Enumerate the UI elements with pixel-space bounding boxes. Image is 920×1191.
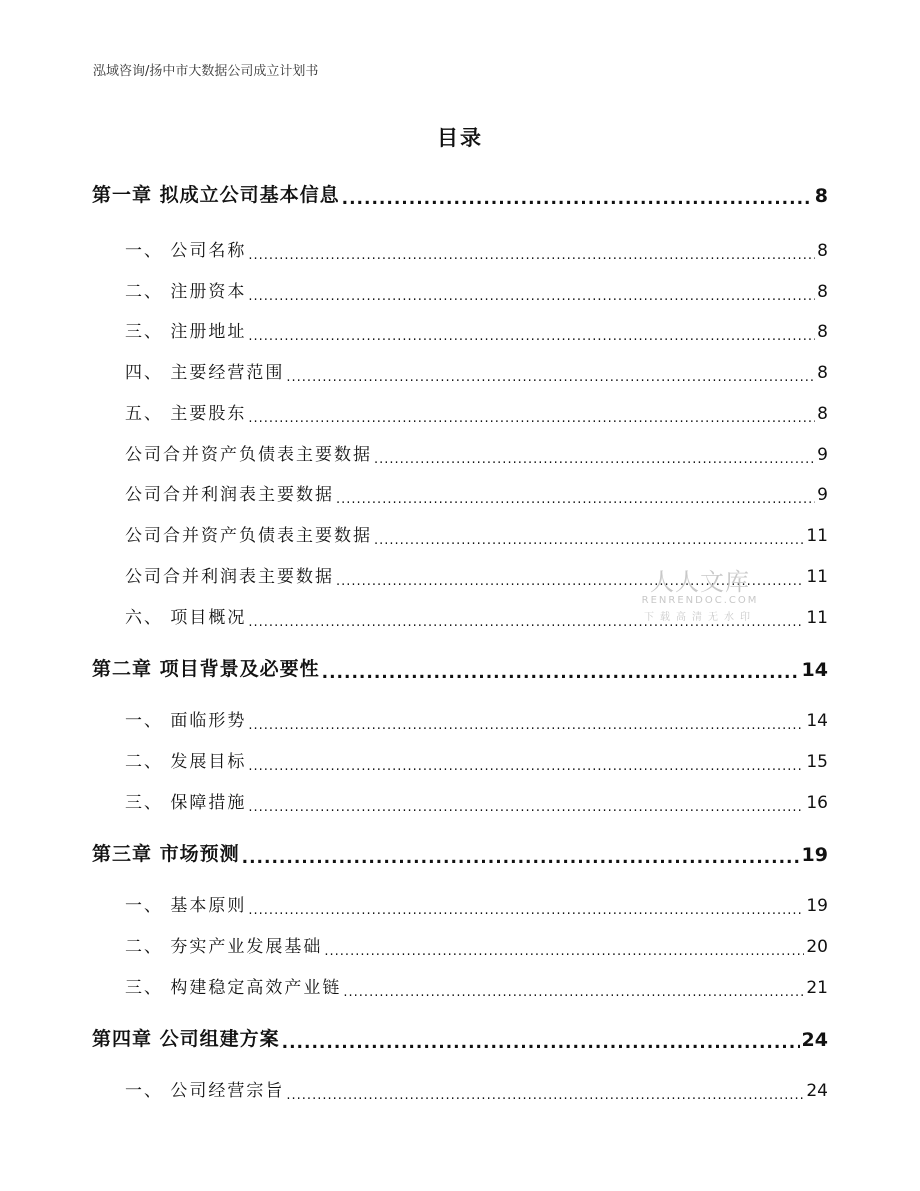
toc-entry-title: 一、 公司名称 bbox=[125, 241, 247, 261]
toc-page-number: 8 bbox=[817, 363, 828, 383]
toc-section[interactable] bbox=[125, 891, 828, 916]
toc-page-number: 19 bbox=[801, 844, 828, 866]
toc-chapter[interactable] bbox=[92, 180, 828, 207]
dot-leader bbox=[248, 244, 815, 261]
toc-page-number: 15 bbox=[806, 752, 828, 772]
dot-leader bbox=[343, 981, 804, 998]
toc-section[interactable] bbox=[125, 973, 828, 998]
page-title: 目录 bbox=[437, 126, 483, 150]
dot-leader bbox=[248, 407, 815, 424]
dot-leader bbox=[248, 796, 804, 813]
dot-leader bbox=[374, 529, 804, 546]
dot-leader bbox=[322, 662, 800, 681]
toc-page-number: 21 bbox=[806, 978, 828, 998]
toc-page-number: 24 bbox=[806, 1081, 828, 1101]
dot-leader bbox=[248, 325, 815, 342]
toc-entry-title: 三、 构建稳定高效产业链 bbox=[125, 978, 342, 998]
toc-page-number: 8 bbox=[814, 185, 828, 207]
toc-entry-title: 六、 项目概况 bbox=[125, 608, 247, 628]
toc-entry-title: 一、 基本原则 bbox=[125, 896, 247, 916]
toc-section[interactable] bbox=[125, 1076, 828, 1101]
toc-entry-title: 一、 公司经营宗旨 bbox=[125, 1081, 285, 1101]
toc-section[interactable] bbox=[125, 440, 828, 465]
dot-leader bbox=[324, 940, 804, 957]
dot-leader bbox=[248, 285, 815, 302]
watermark-logo-text: 人人文库 bbox=[650, 568, 750, 596]
toc-entry-title: 第一章 拟成立公司基本信息 bbox=[92, 184, 340, 206]
toc-page-number: 14 bbox=[801, 659, 828, 681]
toc-section[interactable] bbox=[125, 788, 828, 813]
dot-leader bbox=[282, 1032, 800, 1051]
toc-page-number: 11 bbox=[806, 567, 828, 587]
watermark bbox=[620, 562, 780, 623]
toc-page-number: 20 bbox=[806, 937, 828, 957]
toc-section[interactable] bbox=[125, 358, 828, 383]
toc-section[interactable] bbox=[125, 480, 828, 505]
toc-entry-title: 三、 保障措施 bbox=[125, 793, 247, 813]
watermark-site: RENRENDOC.COM bbox=[641, 595, 759, 606]
toc-chapter[interactable] bbox=[92, 1024, 828, 1051]
toc-entry-title: 二、 注册资本 bbox=[125, 282, 247, 302]
watermark-slogan: 下载高清无水印 bbox=[644, 612, 756, 623]
toc-entry-title: 公司合并利润表主要数据 bbox=[125, 567, 334, 587]
dot-leader bbox=[248, 714, 804, 731]
toc-entry-title: 公司合并资产负债表主要数据 bbox=[125, 526, 372, 546]
toc-entry-title: 五、 主要股东 bbox=[125, 404, 247, 424]
toc-section[interactable] bbox=[125, 317, 828, 342]
toc-page-number: 8 bbox=[817, 241, 828, 261]
toc-entry-title: 第四章 公司组建方案 bbox=[92, 1028, 280, 1050]
toc-entry-title: 第二章 项目背景及必要性 bbox=[92, 658, 320, 680]
toc-section[interactable] bbox=[125, 706, 828, 731]
dot-leader bbox=[286, 366, 815, 383]
dot-leader bbox=[248, 899, 804, 916]
toc-entry-title: 三、 注册地址 bbox=[125, 322, 247, 342]
toc-section[interactable] bbox=[125, 747, 828, 772]
toc-page-number: 11 bbox=[806, 526, 828, 546]
dot-leader bbox=[374, 448, 815, 465]
dot-leader bbox=[286, 1084, 804, 1101]
toc-page-number: 11 bbox=[806, 608, 828, 628]
toc-entry-title: 第三章 市场预测 bbox=[92, 843, 240, 865]
toc-chapter[interactable] bbox=[92, 654, 828, 681]
toc-section[interactable] bbox=[125, 399, 828, 424]
toc-page-number: 8 bbox=[817, 404, 828, 424]
toc-page-number: 14 bbox=[806, 711, 828, 731]
dot-leader bbox=[342, 188, 813, 207]
toc-section[interactable] bbox=[125, 236, 828, 261]
toc-entry-title: 一、 面临形势 bbox=[125, 711, 247, 731]
toc-chapter[interactable] bbox=[92, 839, 828, 866]
toc-entry-title: 公司合并利润表主要数据 bbox=[125, 485, 334, 505]
toc-page-number: 8 bbox=[817, 322, 828, 342]
toc-section[interactable] bbox=[125, 277, 828, 302]
toc-entry-title: 四、 主要经营范围 bbox=[125, 363, 285, 383]
toc-page-number: 19 bbox=[806, 896, 828, 916]
toc-page-number: 9 bbox=[817, 485, 828, 505]
dot-leader bbox=[336, 488, 815, 505]
toc-section[interactable] bbox=[125, 932, 828, 957]
toc-entry-title: 公司合并资产负债表主要数据 bbox=[125, 445, 372, 465]
toc-section[interactable] bbox=[125, 521, 828, 546]
toc-entry-title: 二、 发展目标 bbox=[125, 752, 247, 772]
toc-page-number: 9 bbox=[817, 445, 828, 465]
dot-leader bbox=[242, 847, 800, 866]
dot-leader bbox=[248, 755, 804, 772]
toc-page-number: 24 bbox=[801, 1029, 828, 1051]
toc-entry-title: 二、 夯实产业发展基础 bbox=[125, 937, 323, 957]
page-header: 泓域咨询/扬中市大数据公司成立计划书 bbox=[93, 64, 319, 79]
toc-page-number: 16 bbox=[806, 793, 828, 813]
toc-page-number: 8 bbox=[817, 282, 828, 302]
